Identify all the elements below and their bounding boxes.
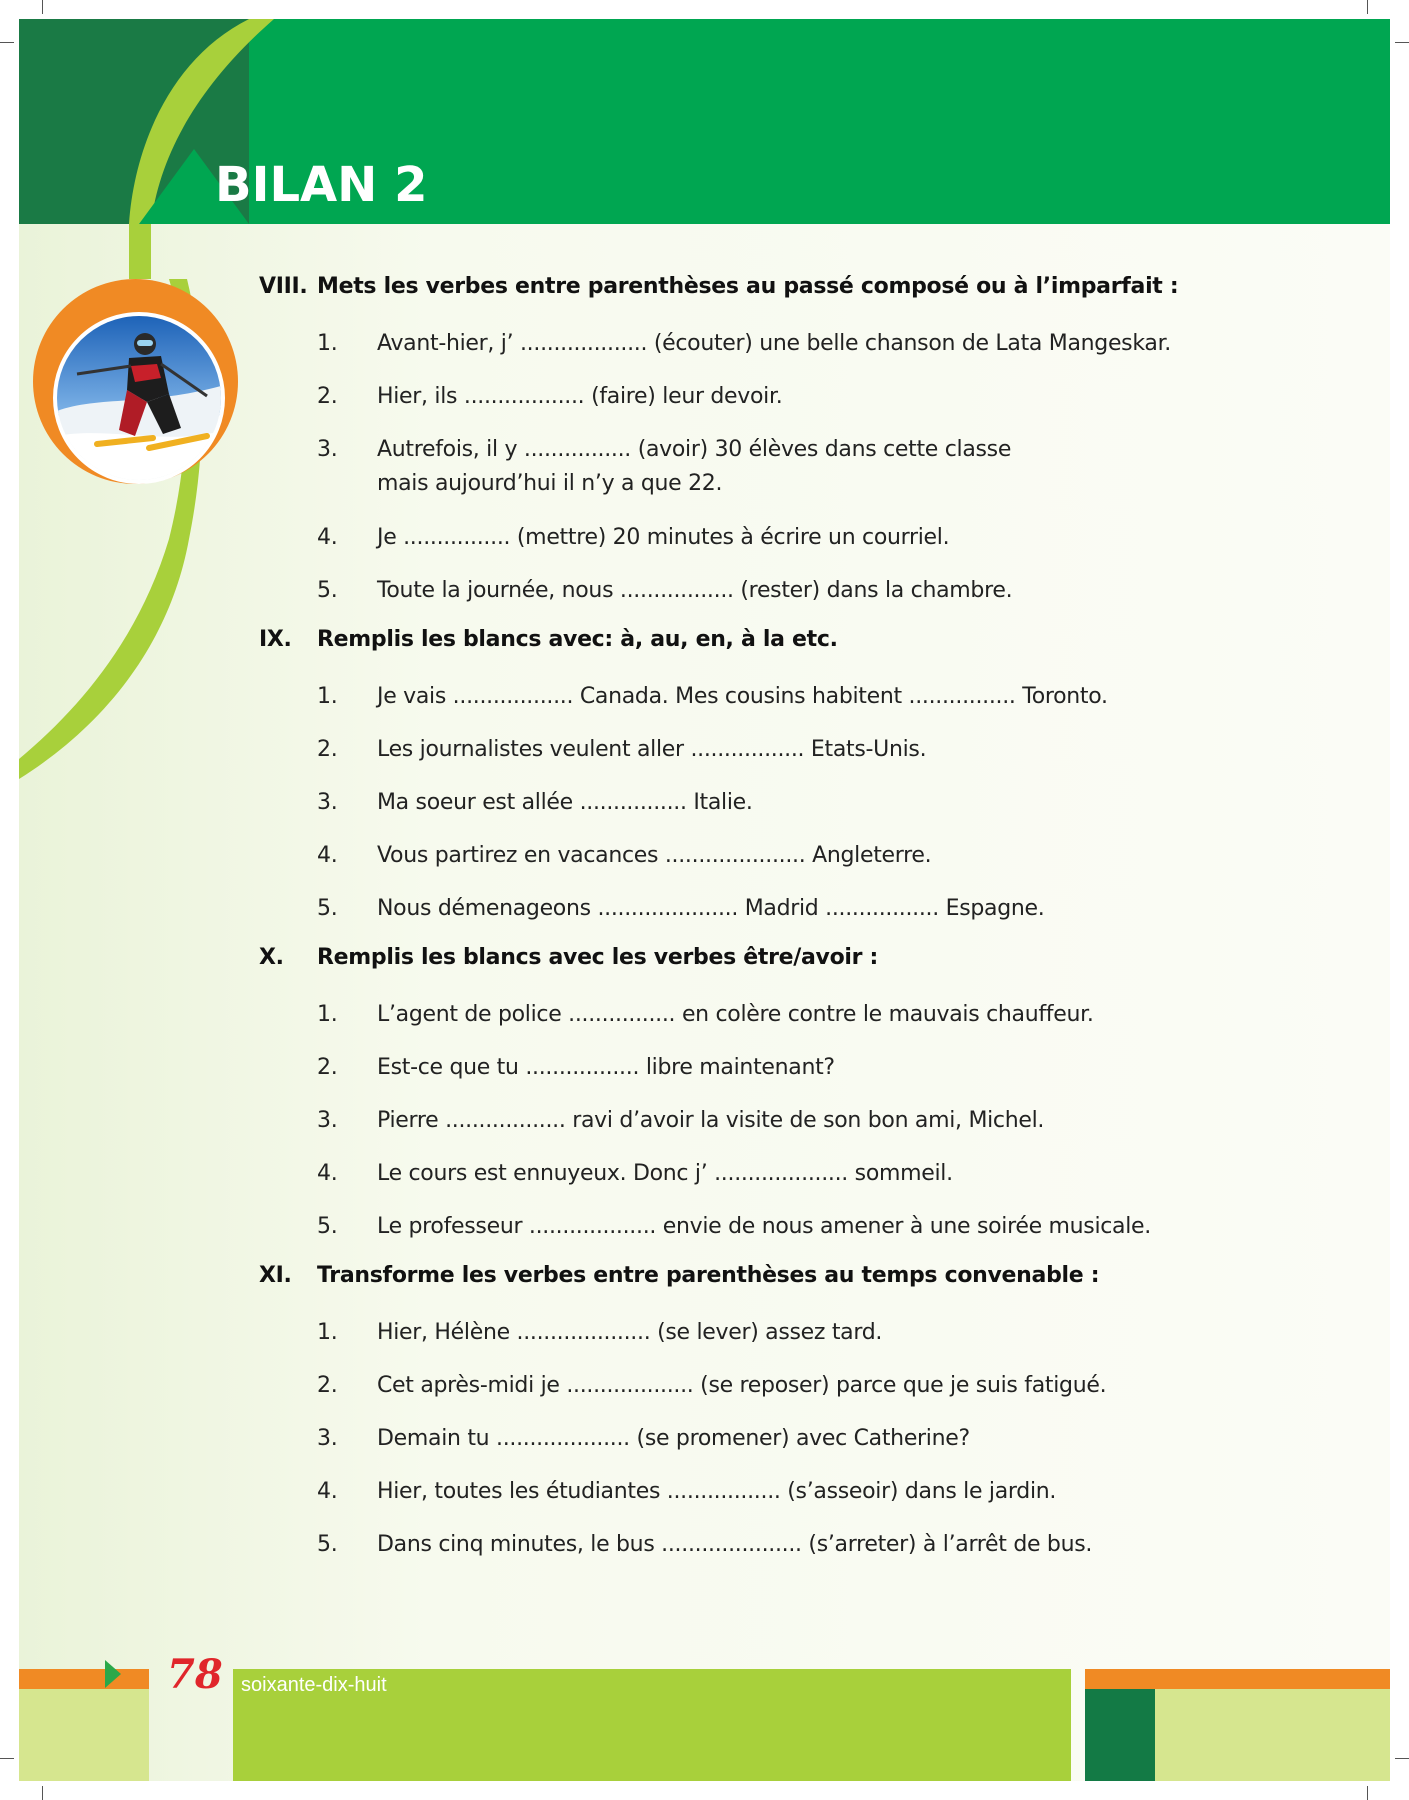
section-instruction: Remplis les blancs avec les verbes être/avoir : — [317, 945, 879, 970]
crop-mark — [1367, 0, 1368, 14]
section-instruction: Mets les verbes entre parenthèses au passé composé ou à l’imparfait : — [317, 274, 1179, 299]
section-instruction: Remplis les blancs avec: à, au, en, à la etc. — [317, 627, 838, 652]
exercise-item — [259, 892, 1279, 945]
item-number: 2. — [317, 384, 338, 409]
item-text: Demain tu .................... (se promener) avec Catherine? — [377, 1426, 970, 1451]
exercise-item — [259, 380, 1279, 433]
item-number: 1. — [317, 331, 338, 356]
skier-illustration — [57, 316, 221, 480]
item-text: Hier, toutes les étudiantes ................. (s’asseoir) dans le jardin. — [377, 1479, 1057, 1504]
footer-pale-block-right — [1155, 1689, 1390, 1781]
exercise-item — [259, 1157, 1279, 1210]
item-number: 3. — [317, 437, 338, 462]
crop-mark — [42, 0, 43, 14]
exercise-item — [259, 574, 1279, 627]
exercise-section-viii — [259, 274, 1279, 627]
exercise-item — [259, 786, 1279, 839]
item-number: 2. — [317, 1055, 338, 1080]
item-number: 3. — [317, 1426, 338, 1451]
item-text: Je vais .................. Canada. Mes cousins habitent ................ Toronto. — [377, 684, 1108, 709]
exercise-content — [259, 274, 1279, 1581]
crop-mark — [0, 1758, 14, 1759]
section-heading — [259, 945, 1279, 998]
item-text: Les journalistes veulent aller ................. Etats-Unis. — [377, 737, 927, 762]
item-text: Vous partirez en vacances ..................... Angleterre. — [377, 843, 932, 868]
section-heading — [259, 274, 1279, 327]
section-number: IX. — [259, 627, 292, 652]
item-number: 4. — [317, 1161, 338, 1186]
item-text: Hier, ils .................. (faire) leur devoir. — [377, 384, 783, 409]
footer-orange-bar — [19, 1669, 149, 1689]
page-number: 78 — [167, 1651, 223, 1698]
exercise-item — [259, 680, 1279, 733]
exercise-section-ix — [259, 627, 1279, 945]
footer-orange-bar-right — [1085, 1669, 1390, 1689]
section-number: VIII. — [259, 274, 308, 299]
exercise-section-x — [259, 945, 1279, 1263]
exercise-item — [259, 1210, 1279, 1263]
item-number: 2. — [317, 1373, 338, 1398]
crop-mark — [1395, 1758, 1409, 1759]
item-text: Le professeur ................... envie de nous amener à une soirée musicale. — [377, 1214, 1151, 1239]
exercise-item — [259, 521, 1279, 574]
crop-mark — [1367, 1786, 1368, 1800]
item-number: 1. — [317, 684, 338, 709]
page-title: BILAN 2 — [215, 157, 428, 213]
item-text: Nous démenageons ..................... Madrid ................. Espagne. — [377, 896, 1045, 921]
item-number: 3. — [317, 790, 338, 815]
exercise-item — [259, 1316, 1279, 1369]
exercise-item — [259, 733, 1279, 786]
item-number: 1. — [317, 1320, 338, 1345]
crop-mark — [1395, 42, 1409, 43]
item-number: 1. — [317, 1002, 338, 1027]
item-number: 2. — [317, 737, 338, 762]
textbook-page — [19, 19, 1390, 1781]
item-text: Pierre .................. ravi d’avoir la visite de son bon ami, Michel. — [377, 1108, 1045, 1133]
exercise-item — [259, 1369, 1279, 1422]
footer-pale-block — [19, 1689, 149, 1781]
item-text: Dans cinq minutes, le bus ..................... (s’arreter) à l’arrêt de bus. — [377, 1532, 1093, 1557]
footer-dark-block — [1085, 1689, 1155, 1781]
item-number: 4. — [317, 525, 338, 550]
item-number: 4. — [317, 1479, 338, 1504]
section-number: XI. — [259, 1263, 292, 1288]
section-instruction: Transforme les verbes entre parenthèses au temps convenable : — [317, 1263, 1100, 1288]
item-text: Toute la journée, nous ................. (rester) dans la chambre. — [377, 578, 1013, 603]
item-text: Autrefois, il y ................ (avoir) 30 élèves dans cette classe mais aujourd’hui il n’y a que 22. — [377, 437, 1012, 496]
section-number: X. — [259, 945, 284, 970]
exercise-item — [259, 839, 1279, 892]
item-text: Je ................ (mettre) 20 minutes à écrire un courriel. — [377, 525, 950, 550]
section-heading — [259, 627, 1279, 680]
item-text: Cet après-midi je ................... (se reposer) parce que je suis fatigué. — [377, 1373, 1107, 1398]
exercise-item — [259, 1051, 1279, 1104]
exercise-item — [259, 1528, 1279, 1581]
exercise-section-xi — [259, 1263, 1279, 1581]
exercise-item — [259, 327, 1279, 380]
item-number: 5. — [317, 1214, 338, 1239]
skier-photo — [53, 312, 225, 484]
item-text: Ma soeur est allée ................ Italie. — [377, 790, 753, 815]
item-number: 3. — [317, 1108, 338, 1133]
exercise-item — [259, 998, 1279, 1051]
item-number: 4. — [317, 843, 338, 868]
page-number-words: soixante-dix-huit — [241, 1674, 387, 1696]
item-number: 5. — [317, 1532, 338, 1557]
item-text: Le cours est ennuyeux. Donc j’ .................... sommeil. — [377, 1161, 953, 1186]
crop-mark — [42, 1786, 43, 1800]
exercise-item — [259, 1475, 1279, 1528]
crop-mark — [0, 42, 14, 43]
item-text: L’agent de police ................ en colère contre le mauvais chauffeur. — [377, 1002, 1094, 1027]
item-text: Hier, Hélène .................... (se lever) assez tard. — [377, 1320, 883, 1345]
exercise-item — [259, 1104, 1279, 1157]
exercise-item — [259, 1422, 1279, 1475]
exercise-item — [259, 433, 1279, 521]
item-text: Avant-hier, j’ ................... (écouter) une belle chanson de Lata Mangeskar. — [377, 331, 1171, 356]
item-number: 5. — [317, 896, 338, 921]
item-text: Est-ce que tu ................. libre maintenant? — [377, 1055, 835, 1080]
item-number: 5. — [317, 578, 338, 603]
section-heading — [259, 1263, 1279, 1316]
play-arrow-icon — [105, 1660, 121, 1688]
